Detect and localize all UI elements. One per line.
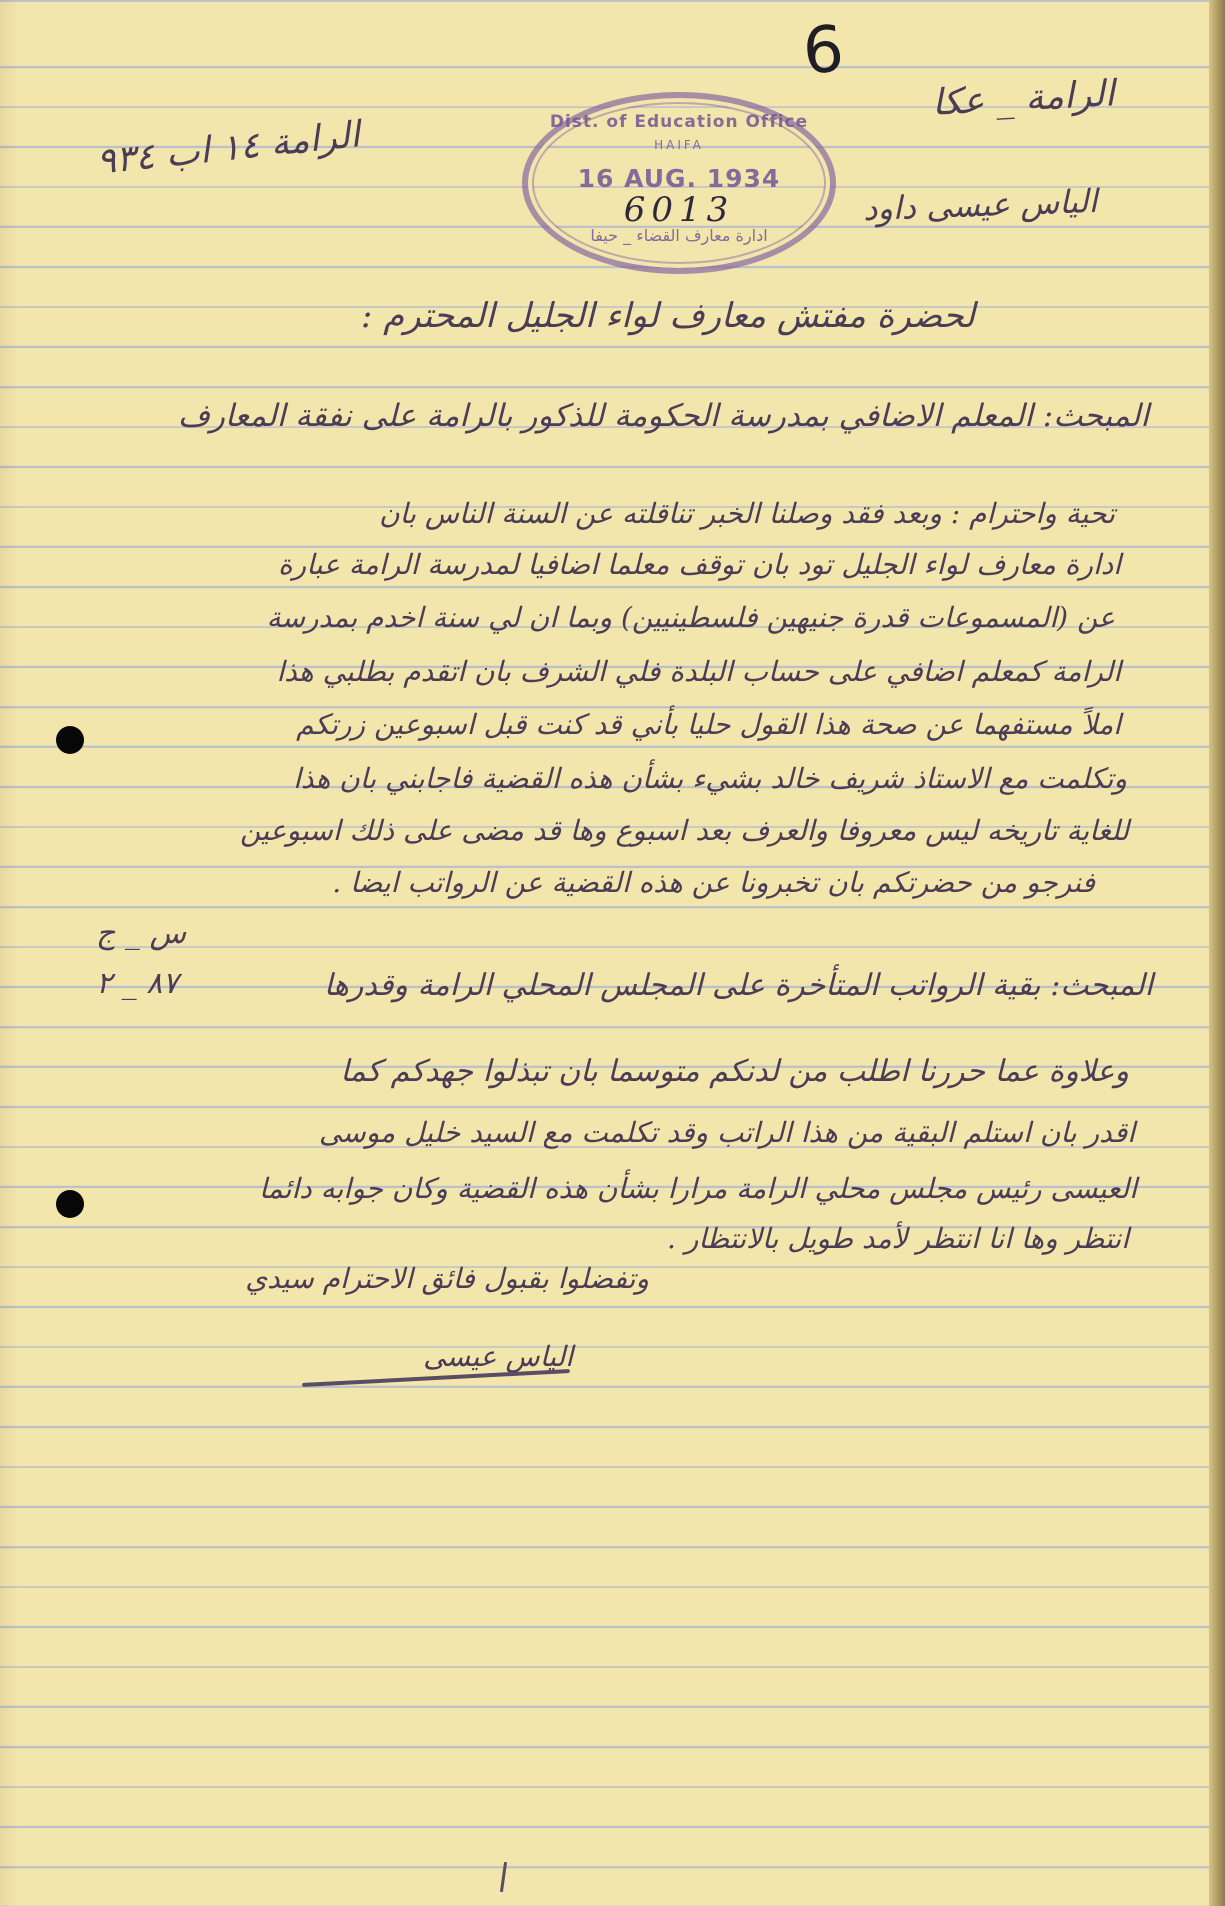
punch-hole <box>56 1190 84 1218</box>
paragraph-1-line: للغاية تاريخه ليس معروفا والعرف بعد اسبوع وها قد مضى على ذلك اسبوعين <box>240 814 1129 847</box>
punch-hole <box>56 726 84 754</box>
closing-line: وتفضلوا بقبول فائق الاحترام سيدي <box>245 1262 649 1295</box>
salutation: لحضرة مفتش معارف لواء الجليل المحترم : <box>360 296 975 336</box>
stamp-date: 16 AUG. 1934 <box>577 164 781 193</box>
paragraph-1-line: تحية واحترام : وبعد فقد وصلنا الخبر تناقلته عن السنة الناس بان <box>379 497 1115 530</box>
signature: الياس عيسى <box>423 1340 573 1373</box>
paragraph-2-line: وعلاوة عما حررنا اطلب من لدنكم متوسما بان تبذلوا جهدكم كما <box>340 1054 1129 1089</box>
subject-1: المبحث: المعلم الاضافي بمدرسة الحكومة للذكور بالرامة على نفقة المعارف <box>177 398 1149 434</box>
folio-number: 6 <box>800 12 847 90</box>
paragraph-2-line: انتظر وها انا انتظر لأمد طويل بالانتظار . <box>667 1222 1129 1255</box>
date-line: الرامة ١٤ اب ٩٣٤ <box>94 114 362 183</box>
paragraph-1-line: الرامة كمعلم اضافي على حساب البلدة فلي الشرف بان اتقدم بطلبي هذا <box>276 655 1121 688</box>
paragraph-2-line: اقدر بان استلم البقية من هذا الراتب وقد تكلمت مع السيد خليل موسى <box>318 1116 1135 1149</box>
amount-values: ٨٧ _ ٢ <box>96 966 179 1001</box>
paragraph-1-line: املاً مستفهما عن صحة هذا القول حليا بأني قد كنت قبل اسبوعين زرتكم <box>296 708 1121 741</box>
subject-2: المبحث: بقية الرواتب المتأخرة على المجلس المحلي الرامة وقدرها <box>323 968 1153 1003</box>
paragraph-1-line: ادارة معارف لواء الجليل تود بان توقف معلما اضافيا لمدرسة الرامة عبارة <box>278 548 1121 581</box>
amount-units: س _ ج <box>96 916 187 951</box>
paper-edge <box>1209 0 1225 1906</box>
paragraph-2-line: العيسى رئيس مجلس محلي الرامة مرارا بشأن هذه القضية وكان جوابه دائما <box>258 1172 1137 1205</box>
stamp-city: HAIFA <box>654 138 704 152</box>
receipt-stamp <box>522 92 836 274</box>
sender-name: الياس عيسى داود <box>862 181 1098 229</box>
paragraph-1-line: عن (المسموعات قدرة جنيهين فلسطينيين) وبما ان لي سنة اخدم بمدرسة <box>266 601 1115 634</box>
pen-mark <box>500 1862 507 1892</box>
stamp-reference-number: 6013 <box>623 190 735 230</box>
stamp-arabic-text: ادارة معارف القضاء _ حيفا <box>590 226 768 245</box>
paragraph-1-line: وتكلمت مع الاستاذ شريف خالد بشيء بشأن هذه القضية فاجابني بان هذا <box>293 762 1127 795</box>
place-header: الرامة _ عكا <box>931 73 1116 124</box>
stamp-office-text: Dist. of Education Office <box>549 112 809 132</box>
paragraph-1-line: فنرجو من حضرتكم بان تخبرونا عن هذه القضية عن الرواتب ايضا . <box>332 866 1095 899</box>
